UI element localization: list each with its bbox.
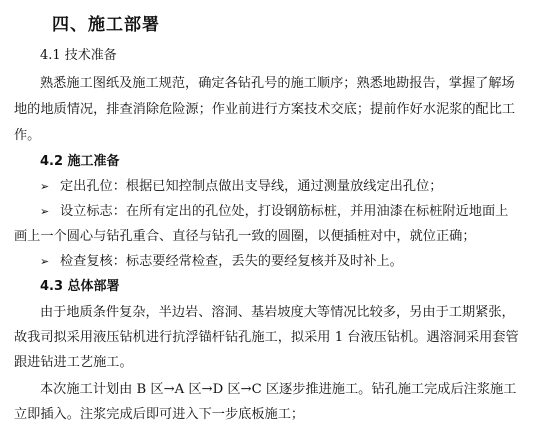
list-item-text: 定出孔位：根据已知控制点做出支导线，通过测量放线定出孔位；: [60, 179, 443, 194]
list-item-continuation: 画上一个圆心与钻孔重合、直径与钻孔一致的圆圈，以便插桩对中，就位正确；: [14, 229, 476, 244]
paragraph-line: 本次施工计划由 B 区→A 区→D 区→C 区逐步推进施工。钻孔施工完成后注浆施工: [40, 382, 517, 397]
paragraph-line: 地的地质情况，排查消除危险源；作业前进行方案技术交底；提前作好水泥浆的配比工: [14, 102, 516, 117]
section-title: 四、施工部署: [52, 15, 160, 35]
list-item: [40, 175, 442, 194]
paragraph-line: 跟进钻进工艺施工。: [14, 355, 133, 370]
list-item-text: 设立标志：在所有定出的孔位处，打设钢筋标桩，并用油漆在标桩附近地面上: [60, 204, 509, 219]
subsection-heading-overall: 4.3 总体部署: [40, 279, 120, 294]
subsection-heading-tech-prep: 4.1 技术准备: [40, 48, 117, 63]
bullet-arrow-icon: ➢: [40, 255, 50, 268]
paragraph-line: 由于地质条件复杂，半边岩、溶洞、基岩坡度大等情况比较多，另由于工期紧张，: [40, 305, 515, 320]
list-item-text: 检查复核：标志要经常检查，丢失的要经复核并及时补上。: [60, 254, 403, 269]
list-item: [40, 250, 403, 269]
paragraph-line: 立即插入。注浆完成后即可进入下一步底板施工；: [14, 407, 305, 422]
bullet-arrow-icon: ➢: [40, 180, 50, 193]
subsection-heading-construction-prep: 4.2 施工准备: [40, 154, 120, 169]
paragraph-line: 故我司拟采用液压钻机进行抗浮锚杆钻孔施工，拟采用 1 台液压钻机。遇溶洞采用套管: [14, 330, 519, 345]
bullet-arrow-icon: ➢: [40, 205, 50, 218]
list-item: [40, 200, 508, 219]
paragraph-line: 熟悉施工图纸及施工规范，确定各钻孔号的施工顺序；熟悉地勘报告，掌握了解场: [40, 76, 515, 91]
paragraph-line: 作。: [14, 128, 41, 143]
